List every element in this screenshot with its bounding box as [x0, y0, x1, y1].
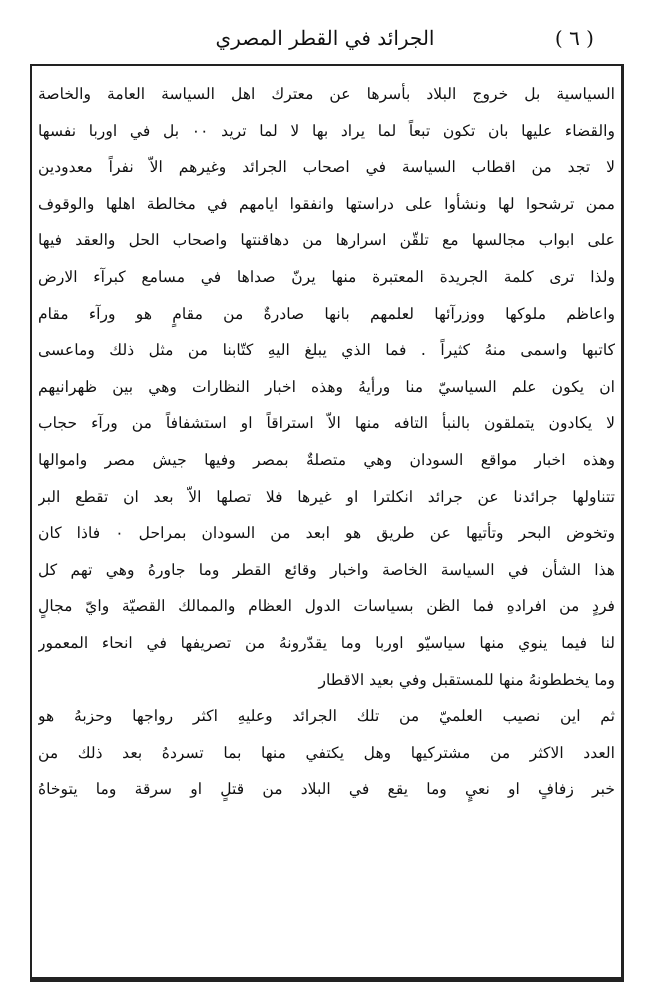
text-line: لا يكادون يتملقون بالنبأ التافه منها الاّ استراقاً او استشفافاً من ورآء حجاب — [38, 414, 615, 433]
text-line: واعاظم ملوكها ووزرآئها لعلمهم بانها صادرةٌ من مقامٍ هو ورآء مقام — [38, 304, 615, 323]
text-line: ولذا ترى كلمة الجريدة المعتبرة منها يرنّ صداها في مسامع كبرآء الارض — [38, 267, 615, 286]
text-line: العدد الاكثر من مشتركيها وهل يكتفي منها بما تسردهُ بعد ذلك من — [38, 743, 615, 762]
text-line: وما يخططونهُ منها للمستقبل وفي بعيد الاقطار — [318, 670, 615, 689]
text-line: ان يكون علم السياسيّ منا ورأيهُ وهذه اخبار النظارات وهي بين ظهرانيهم — [38, 377, 615, 396]
text-line: كاتبها واسمى منهُ كثيراً . فما الذي يبلغ اليهِ كتّابنا من مثل ذلك وماعسى — [38, 341, 615, 360]
page-header — [30, 12, 620, 52]
page-number: ( ٦ ) — [554, 26, 594, 50]
text-body — [38, 76, 615, 808]
text-line: ممن ترشحوا لها ونشأوا على دراستها وانفقوا ايامهم في مخالطة اهلها والوقوف — [38, 194, 615, 213]
text-line: تتناولها جرائدنا عن جرائد انكلترا او غيرها فلا تصلها الاّ بعد ان تقطع البر — [38, 487, 615, 506]
text-line: السياسية بل خروج البلاد بأسرها عن معترك اهل السياسة العامة والخاصة — [38, 85, 615, 103]
text-line: والقضاء عليها بان تكون تبعاً لما يراد بها لا لما تريد ٠٠ بل في اوربا نفسها — [38, 121, 615, 140]
running-title: الجرائد في القطر المصري — [215, 26, 435, 50]
text-line: لنا فيما ينوي منها سياسيّو اوربا وما يقدّرونهُ من تصريفها في انحاء المعمور — [38, 633, 615, 652]
text-line: على ابواب مجالسها مع تلقّن اسرارها من دهاقنتها واصحاب الحل والعقد فيها — [38, 231, 615, 250]
text-line: لا تجد من اقطاب السياسة في اصحاب الجرائد وغيرهم الاّ نفراً معدودين — [38, 158, 615, 177]
text-line: وتخوض البحر وتأتيها عن طريق هو ابعد من السودان بمراحل ٠ فاذا كان — [38, 524, 615, 543]
text-frame — [30, 64, 624, 982]
text-line: خبر زفافٍ او نعيٍ وما يقع في البلاد من قتلٍ او سرقة وما يتوخاهُ — [38, 780, 615, 799]
text-line: وهذه اخبار مواقع السودان وهي متصلةٌ بمصر وفيها جيش مصر واموالها — [38, 450, 615, 469]
text-line: فردٍ من افرادهِ فما الظن بسياسات الدول العظام والممالك القصيّة وايّ مجالٍ — [38, 597, 615, 616]
text-line: هذا الشأن في السياسة الخاصة واخبار وقائع القطر وما جاورهُ وهي تهم كل — [38, 560, 615, 579]
text-line: ثم اين نصيب العلميّ من تلك الجرائد وعليهِ اكثر رواجها وحزبهُ هو — [38, 707, 615, 726]
